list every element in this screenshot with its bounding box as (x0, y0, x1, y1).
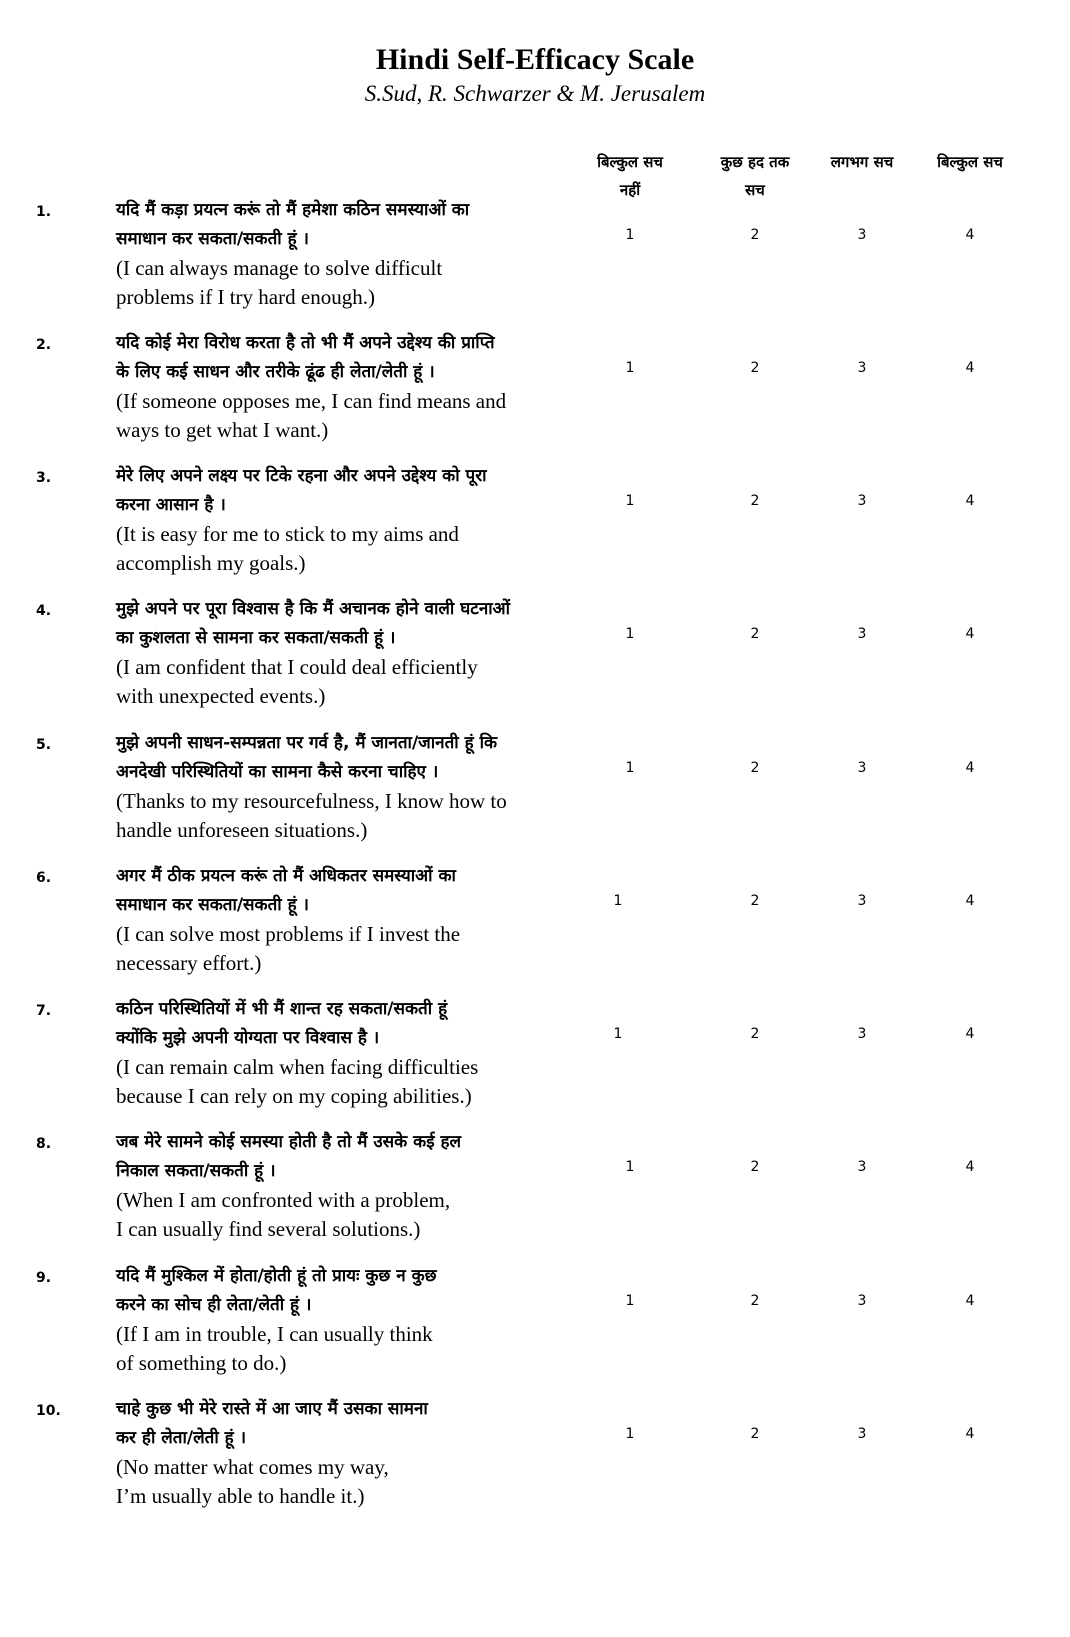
scale-option-4[interactable]: 4 (965, 893, 975, 909)
item-hindi-text (116, 196, 616, 254)
scale-option-1[interactable]: 1 (625, 1159, 635, 1175)
scale-option-1[interactable]: 1 (625, 760, 635, 776)
column-header-2-line1: कुछ हद तक (720, 153, 790, 171)
english-line-2: because I can rely on my coping abilities.) (116, 1084, 472, 1108)
english-line-2: I’m usually able to handle it.) (116, 1484, 365, 1508)
scale-option-4[interactable]: 4 (965, 1426, 975, 1442)
hindi-line-1: जब मेरे सामने कोई समस्या होती है तो मैं उसके कई हल (116, 1132, 462, 1152)
scale-option-4[interactable]: 4 (965, 626, 975, 642)
item-hindi-text (116, 595, 616, 653)
scale-option-3[interactable]: 3 (857, 493, 867, 509)
hindi-line-2: के लिए कई साधन और तरीके ढूंढ ही लेता/लेती हूं । (116, 362, 435, 382)
item-hindi-text (116, 1395, 616, 1453)
item-2 (0, 329, 1070, 459)
hindi-line-1: यदि कोई मेरा विरोध करता है तो भी मैं अपने उद्देश्य की प्राप्ति (116, 333, 495, 353)
column-header-4-line1: बिल्कुल सच (937, 153, 1003, 171)
scale-option-3[interactable]: 3 (857, 360, 867, 376)
english-line-1: (I can remain calm when facing difficulties (116, 1055, 479, 1079)
item-8 (0, 1128, 1070, 1258)
item-5 (0, 729, 1070, 859)
column-header-1-line1: बिल्कुल सच (597, 153, 663, 171)
scale-option-4[interactable]: 4 (965, 1026, 975, 1042)
english-line-1: (I can always manage to solve difficult (116, 256, 443, 280)
hindi-line-2: क्योंकि मुझे अपनी योग्यता पर विश्वास है । (116, 1028, 380, 1048)
item-english-text (116, 653, 586, 711)
hindi-line-1: यदि मैं मुश्किल में होता/होती हूं तो प्रायः कुछ न कुछ (116, 1266, 437, 1286)
scale-option-2[interactable]: 2 (750, 626, 760, 642)
english-line-2: I can usually find several solutions.) (116, 1217, 421, 1241)
scale-option-4[interactable]: 4 (965, 1159, 975, 1175)
scale-option-1[interactable]: 1 (613, 1026, 623, 1042)
scale-option-2[interactable]: 2 (750, 1426, 760, 1442)
hindi-line-1: कठिन परिस्थितियों में भी मैं शान्त रह सकता/सकती हूं (116, 999, 448, 1019)
scale-option-2[interactable]: 2 (750, 1293, 760, 1309)
hindi-line-2: कर ही लेता/लेती हूं । (116, 1428, 247, 1448)
hindi-line-2: करने का सोच ही लेता/लेती हूं । (116, 1295, 312, 1315)
item-10 (0, 1395, 1070, 1525)
hindi-line-2: समाधान कर सकता/सकती हूं । (116, 895, 309, 915)
item-number: 5. (36, 737, 52, 753)
hindi-line-2: का कुशलता से सामना कर सकता/सकती हूं । (116, 628, 396, 648)
english-line-1: (I am confident that I could deal efficiently (116, 655, 478, 679)
item-number: 1. (36, 204, 52, 220)
scale-option-2[interactable]: 2 (750, 760, 760, 776)
item-english-text (116, 387, 586, 445)
hindi-line-2: निकाल सकता/सकती हूं । (116, 1161, 276, 1181)
hindi-line-1: मेरे लिए अपने लक्ष्य पर टिके रहना और अपने उद्देश्य को पूरा (116, 466, 487, 486)
scale-option-1[interactable]: 1 (613, 893, 623, 909)
hindi-line-1: अगर मैं ठीक प्रयत्न करूं तो मैं अधिकतर समस्याओं का (116, 866, 456, 886)
item-english-text (116, 1320, 586, 1378)
scale-option-3[interactable]: 3 (857, 1026, 867, 1042)
english-line-1: (If I am in trouble, I can usually think (116, 1322, 433, 1346)
item-4 (0, 595, 1070, 725)
item-hindi-text (116, 862, 616, 920)
column-header-3-line1: लगभग सच (830, 153, 894, 171)
scale-option-1[interactable]: 1 (625, 1293, 635, 1309)
item-1 (0, 196, 1070, 326)
scale-option-3[interactable]: 3 (857, 760, 867, 776)
item-number: 10. (36, 1403, 61, 1419)
scale-option-1[interactable]: 1 (625, 1426, 635, 1442)
scale-option-4[interactable]: 4 (965, 760, 975, 776)
english-line-1: (No matter what comes my way, (116, 1455, 389, 1479)
item-number: 3. (36, 470, 52, 486)
hindi-line-1: चाहे कुछ भी मेरे रास्ते में आ जाए मैं उसका सामना (116, 1399, 428, 1419)
english-line-2: problems if I try hard enough.) (116, 285, 375, 309)
authors: S.Sud, R. Schwarzer & M. Jerusalem (364, 81, 706, 106)
item-number: 6. (36, 870, 52, 886)
scale-option-3[interactable]: 3 (857, 227, 867, 243)
english-line-1: (Thanks to my resourcefulness, I know how to (116, 789, 507, 813)
item-number: 7. (36, 1003, 52, 1019)
hindi-line-2: करना आसान है । (116, 495, 226, 515)
item-hindi-text (116, 462, 616, 520)
item-english-text (116, 1453, 586, 1511)
item-number: 2. (36, 337, 52, 353)
scale-option-3[interactable]: 3 (857, 893, 867, 909)
item-number: 9. (36, 1270, 52, 1286)
column-header-4 (937, 148, 1003, 176)
item-hindi-text (116, 995, 616, 1053)
scale-option-2[interactable]: 2 (750, 1026, 760, 1042)
scale-option-3[interactable]: 3 (857, 626, 867, 642)
hindi-line-2: अनदेखी परिस्थितियों का सामना कैसे करना चाहिए । (116, 762, 439, 782)
english-line-1: (I can solve most problems if I invest the (116, 922, 461, 946)
item-english-text (116, 1186, 586, 1244)
english-line-1: (If someone opposes me, I can find means and (116, 389, 507, 413)
scale-option-3[interactable]: 3 (857, 1426, 867, 1442)
item-hindi-text (116, 729, 616, 787)
english-line-2: handle unforeseen situations.) (116, 818, 368, 842)
english-line-2: accomplish my goals.) (116, 551, 306, 575)
english-line-2: with unexpected events.) (116, 684, 326, 708)
scale-option-2[interactable]: 2 (750, 360, 760, 376)
english-line-2: necessary effort.) (116, 951, 262, 975)
english-line-1: (When I am confronted with a problem, (116, 1188, 451, 1212)
item-english-text (116, 520, 586, 578)
item-number: 4. (36, 603, 52, 619)
item-english-text (116, 254, 586, 312)
item-hindi-text (116, 1262, 616, 1320)
scale-option-1[interactable]: 1 (625, 360, 635, 376)
scale-option-2[interactable]: 2 (750, 227, 760, 243)
english-line-1: (It is easy for me to stick to my aims and (116, 522, 459, 546)
scale-option-2[interactable]: 2 (750, 893, 760, 909)
column-header-2-line2: सच (745, 181, 765, 199)
scale-option-4[interactable]: 4 (965, 493, 975, 509)
item-english-text (116, 1053, 586, 1111)
scale-option-1[interactable]: 1 (625, 493, 635, 509)
scale-option-2[interactable]: 2 (750, 1159, 760, 1175)
item-english-text (116, 787, 586, 845)
scale-option-3[interactable]: 3 (857, 1293, 867, 1309)
scale-option-4[interactable]: 4 (965, 360, 975, 376)
item-6 (0, 862, 1070, 992)
hindi-line-1: यदि मैं कड़ा प्रयत्न करूं तो मैं हमेशा कठिन समस्याओं का (116, 200, 470, 220)
scale-option-1[interactable]: 1 (625, 626, 635, 642)
hindi-line-1: मुझे अपने पर पूरा विश्वास है कि मैं अचानक होने वाली घटनाओं (116, 599, 511, 619)
item-hindi-text (116, 329, 616, 387)
item-9 (0, 1262, 1070, 1392)
page-title: Hindi Self-Efficacy Scale (375, 43, 695, 76)
scale-option-1[interactable]: 1 (625, 227, 635, 243)
english-line-2: ways to get what I want.) (116, 418, 329, 442)
hindi-line-2: समाधान कर सकता/सकती हूं । (116, 229, 309, 249)
hindi-line-1: मुझे अपनी साधन-सम्पन्नता पर गर्व है, मैं जानता/जानती हूं कि (116, 733, 498, 753)
scale-option-4[interactable]: 4 (965, 1293, 975, 1309)
item-hindi-text (116, 1128, 616, 1186)
item-english-text (116, 920, 586, 978)
column-header-3 (831, 148, 894, 176)
english-line-2: of something to do.) (116, 1351, 287, 1375)
scale-option-2[interactable]: 2 (750, 493, 760, 509)
scale-option-3[interactable]: 3 (857, 1159, 867, 1175)
item-7 (0, 995, 1070, 1125)
item-3 (0, 462, 1070, 592)
item-number: 8. (36, 1136, 52, 1152)
column-header-1-line2: नहीं (619, 181, 641, 199)
scale-option-4[interactable]: 4 (965, 227, 975, 243)
